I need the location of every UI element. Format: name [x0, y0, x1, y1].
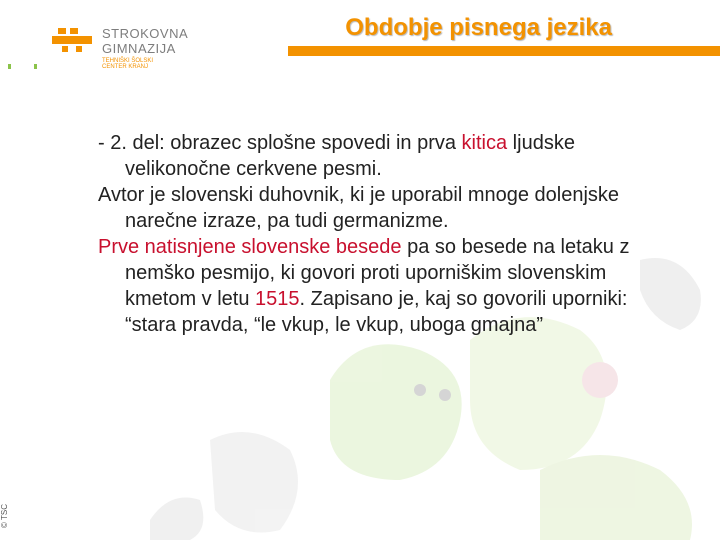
- logo-text-line1: STROKOVNA: [102, 26, 189, 41]
- title-underline-bar: [288, 46, 720, 56]
- highlight-year: 1515: [255, 288, 300, 310]
- paragraph-3: Prve natisnjene slovenske besede pa so besede na letaku z nemško pesmijo, ki govori proti uporniškim slovenskim kmetom v letu 1515. Zapisano je, kaj so govorili uporniki: “stara pravda, “le vkup, le vkup, uboga gmajna”: [98, 236, 630, 336]
- slide-body: [98, 130, 678, 338]
- school-logo: [50, 24, 190, 74]
- paragraph-1: - 2. del: obrazec splošne spovedi in prva kitica ljudske velikonočne cerkvene pesmi.: [98, 132, 575, 180]
- highlight-text: kitica: [461, 132, 508, 154]
- paragraph-2: Avtor je slovenski duhovnik, ki je uporabil mnoge dolenjske narečne izraze, pa tudi germanizme.: [98, 184, 620, 232]
- highlight-text: Prve natisnjene slovenske besede: [98, 236, 402, 258]
- copyright-mark: © TSC: [0, 504, 9, 528]
- logo-subtext: TEHNIŠKI ŠOLSKI CENTER KRANJ: [102, 58, 154, 70]
- logo-icon: [52, 28, 100, 54]
- page-title: Obdobje pisnega jezika: [345, 14, 612, 41]
- logo-text-line2: GIMNAZIJA: [102, 41, 176, 56]
- decorative-dots: [6, 62, 46, 72]
